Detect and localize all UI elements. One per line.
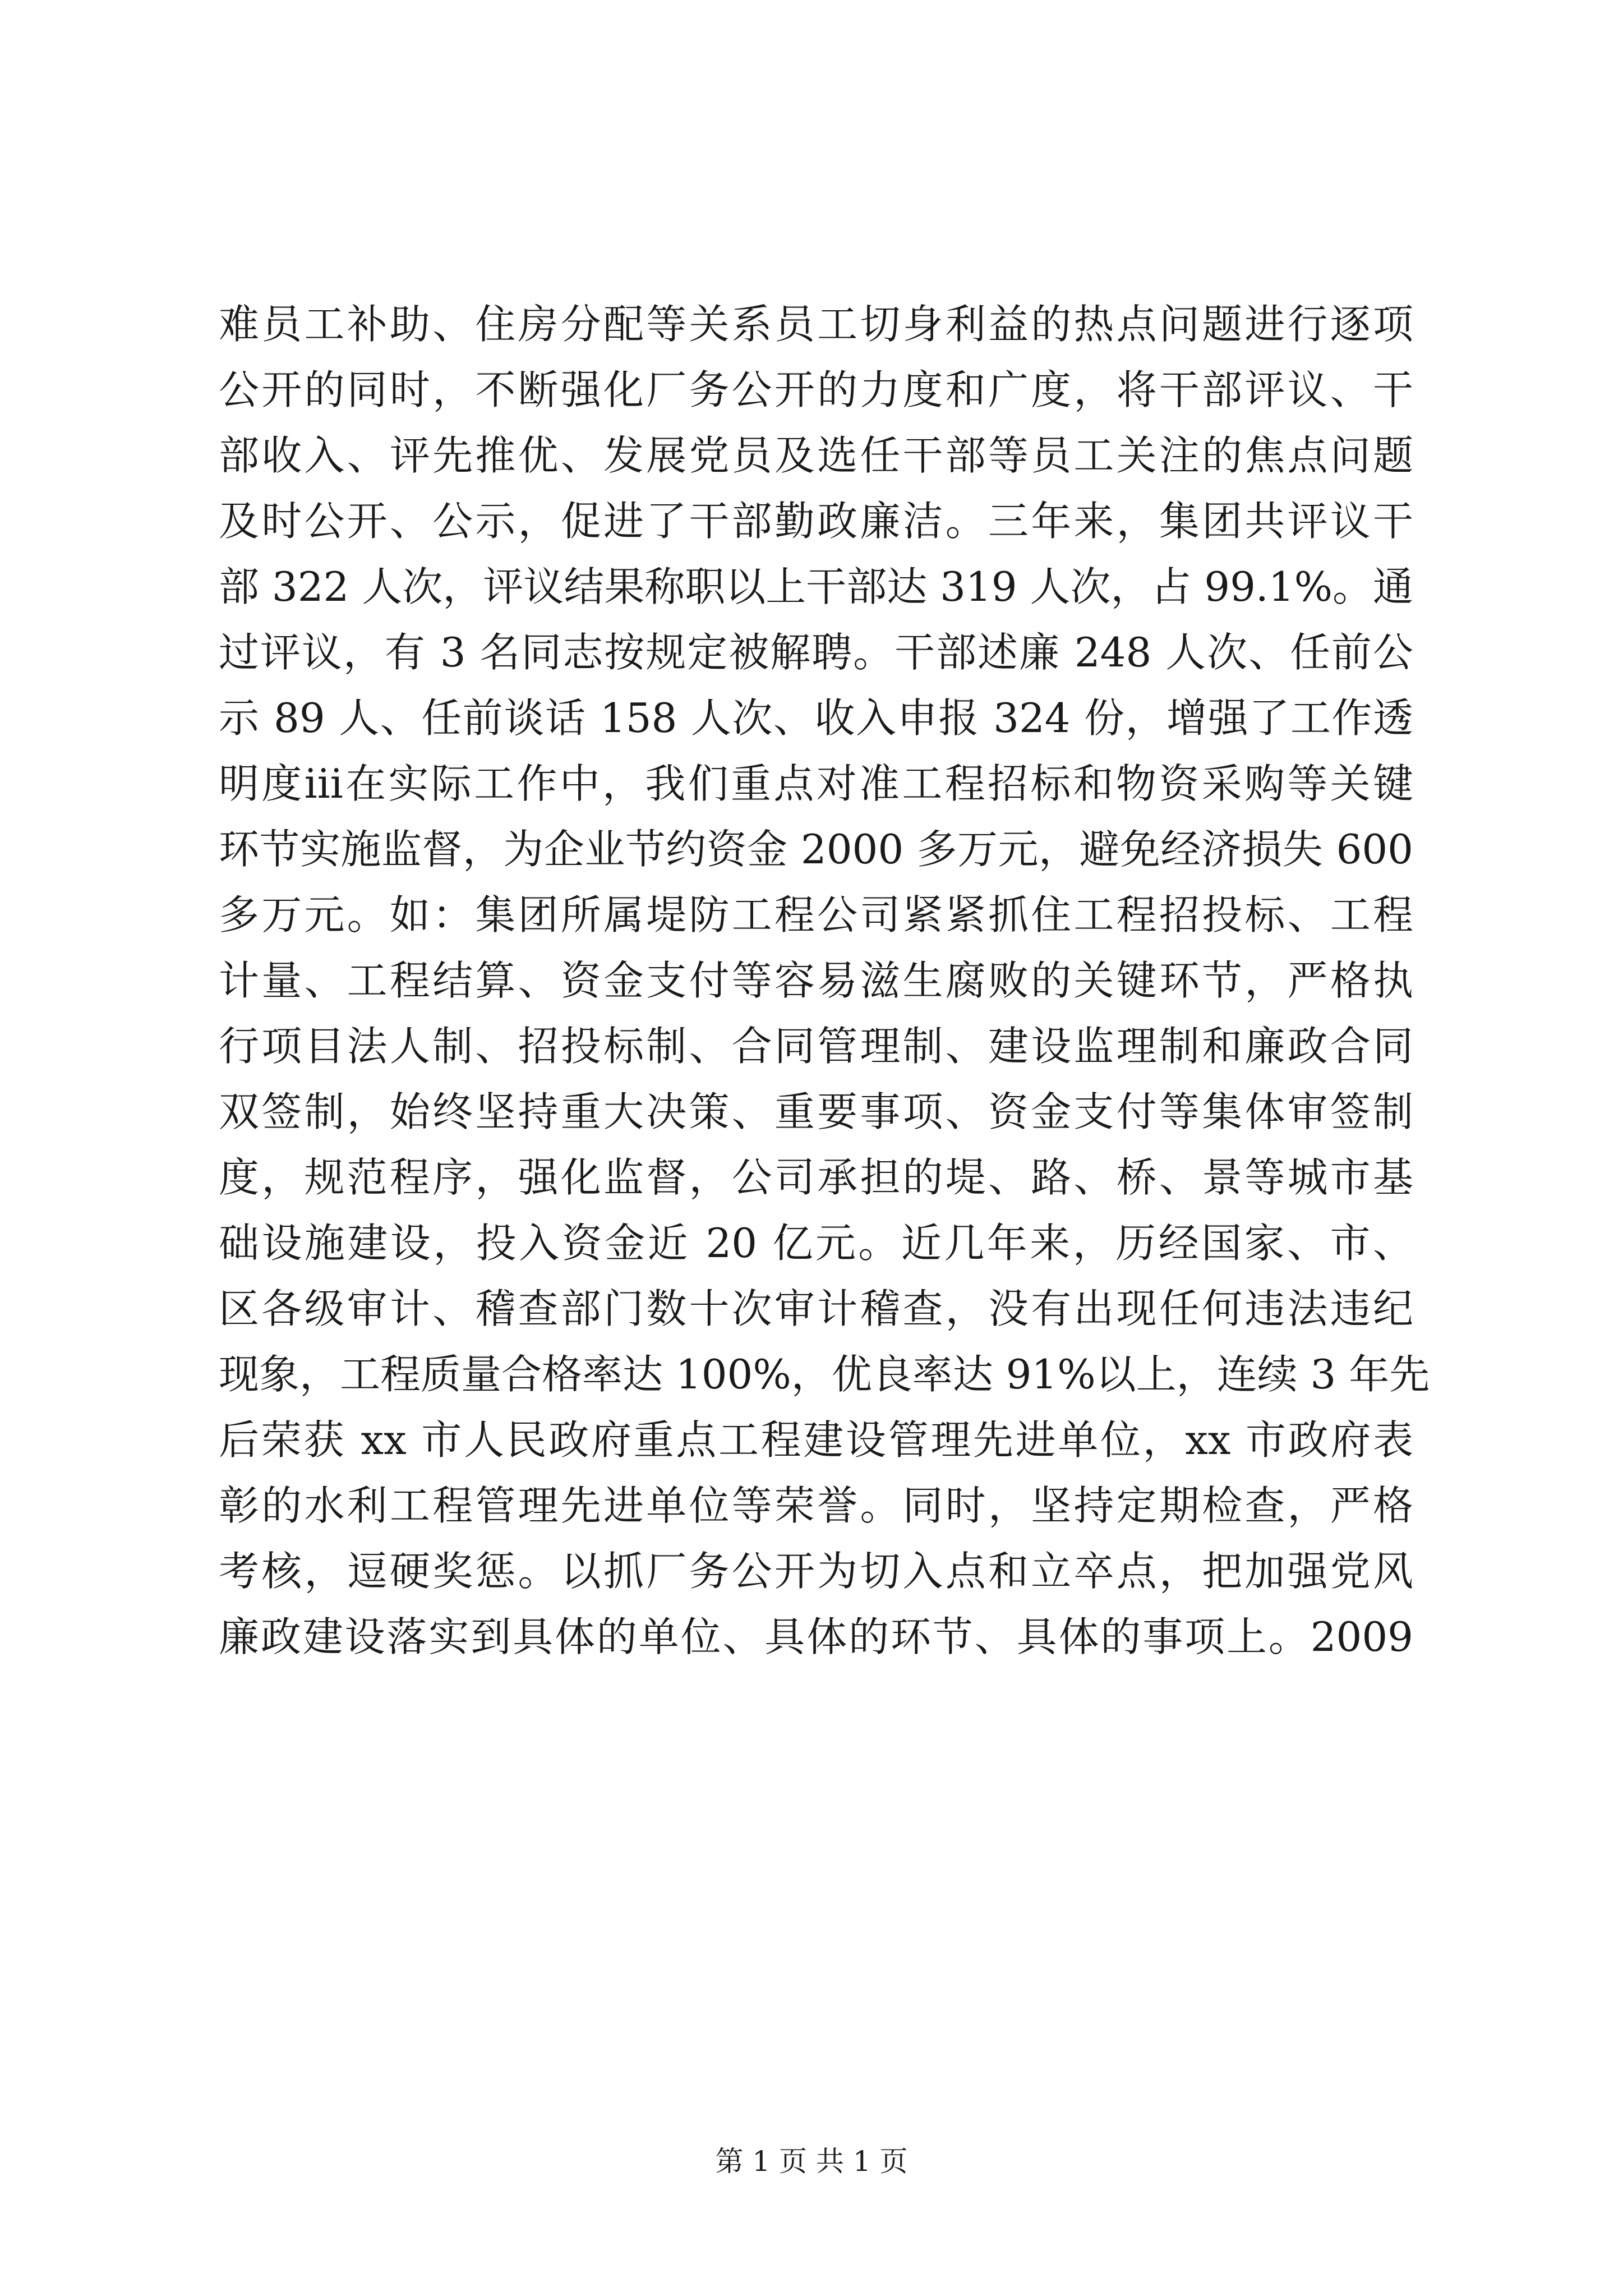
text-line: 彰的水利工程管理先进单位等荣誉。同时，坚持定期检查，严格: [219, 1482, 1413, 1529]
text-line: 过评议，有 3 名同志按规定被解聘。干部述廉 248 人次、任前公: [219, 629, 1413, 676]
page-number: 第 1 页 共 1 页: [715, 2145, 908, 2178]
text-line: 明度ⅲ在实际工作中，我们重点对准工程招标和物资采购等关键: [219, 760, 1413, 807]
text-line: 示 89 人、任前谈话 158 人次、收入申报 324 份，增强了工作透: [219, 694, 1413, 742]
text-line: 现象，工程质量合格率达 100%，优良率达 91%以上，连续 3 年先: [219, 1351, 1430, 1398]
text-line: 公开的同时，不断强化厂务公开的力度和广度，将干部评议、干: [219, 366, 1413, 413]
text-line: 部 322 人次，评议结果称职以上干部达 319 人次，占 99.1%。通: [219, 563, 1414, 610]
text-line: 考核，逗硬奖惩。以抓厂务公开为切入点和立卒点，把加强党风: [219, 1548, 1413, 1595]
page-footer: [0, 2142, 1623, 2181]
text-line: 计量、工程结算、资金支付等容易滋生腐败的关键环节，严格执: [219, 957, 1413, 1004]
text-line: 度，规范程序，强化监督，公司承担的堤、路、桥、景等城市基: [219, 1154, 1413, 1201]
text-line: 行项目法人制、招投标制、合同管理制、建设监理制和廉政合同: [219, 1023, 1413, 1070]
text-line: 双签制，始终坚持重大决策、重要事项、资金支付等集体审签制: [219, 1088, 1413, 1135]
text-line: 后荣获 xx 市人民政府重点工程建设管理先进单位，xx 市政府表: [219, 1416, 1413, 1464]
text-line: 础设施建设，投入资金近 20 亿元。近几年来，历经国家、市、: [219, 1220, 1413, 1267]
text-line: 难员工补助、住房分配等关系员工切身利益的热点问题进行逐项: [219, 301, 1413, 348]
text-line: 区各级审计、稽查部门数十次审计稽查，没有出现任何违法违纪: [219, 1285, 1413, 1332]
text-line: 部收入、评先推优、发展党员及选任干部等员工关注的焦点问题: [219, 432, 1413, 479]
text-line: 廉政建设落实到具体的单位、具体的环节、具体的事项上。2009: [219, 1613, 1413, 1660]
text-line: 环节实施监督，为企业节约资金 2000 多万元，避免经济损失 600: [219, 826, 1413, 873]
text-line: 多万元。如：集团所属堤防工程公司紧紧抓住工程招投标、工程: [219, 891, 1413, 938]
text-line: 及时公开、公示，促进了干部勤政廉洁。三年来，集团共评议干: [219, 498, 1413, 545]
body-text: [219, 292, 1430, 1670]
